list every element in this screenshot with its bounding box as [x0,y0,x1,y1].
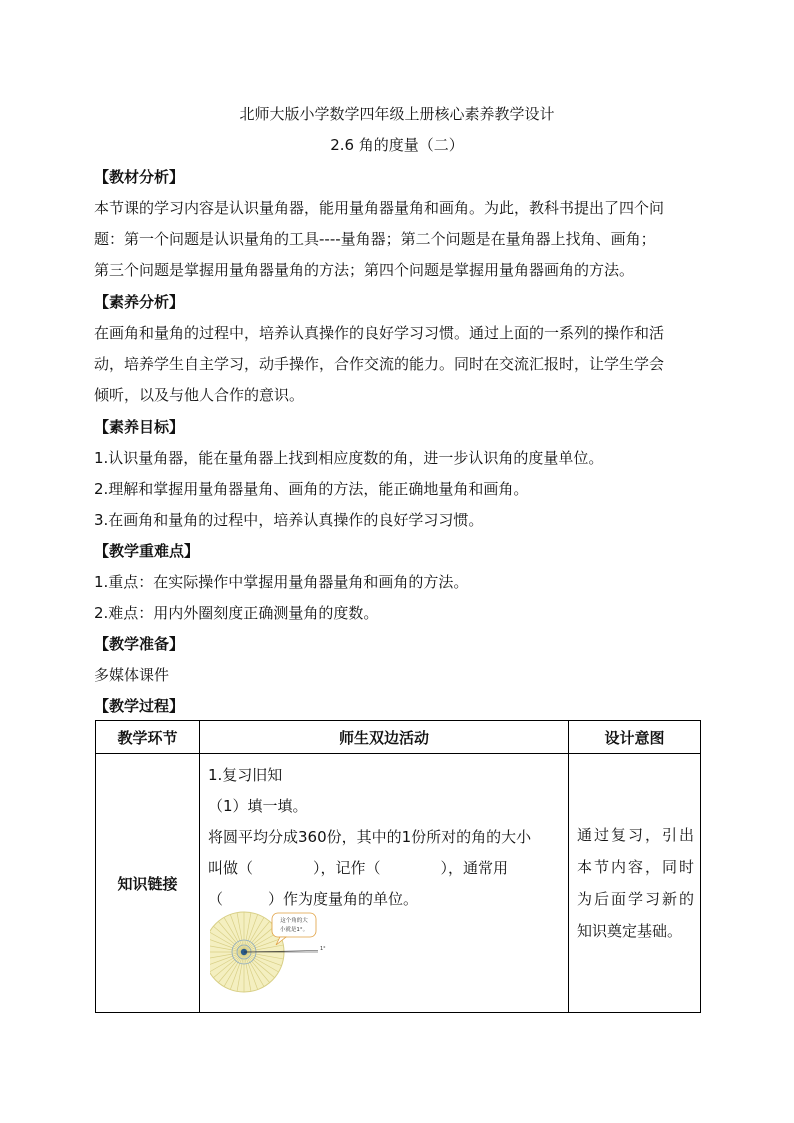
stage-cell: 知识链接 [96,754,200,1013]
lesson-subtitle: 2.6 角的度量（二） [330,136,464,154]
degree-label: 1° [320,946,326,952]
literacy-analysis-line-3: 倾听，以及与他人合作的意识。 [94,386,305,404]
protractor-illustration [210,907,330,997]
literacy-analysis-line-2: 动，培养学生自主学习，动手操作，合作交流的能力。同时在交流汇报时，让学生学会 [94,355,665,373]
bubble-text-1: 这个角的大 [280,918,308,924]
preparation-text: 多媒体课件 [94,666,170,684]
textbook-analysis-line-2: 题：第一个问题是认识量角的工具----量角器；第二个问题是在量角器上找角、画角； [94,230,656,248]
activity-cell [200,754,569,1013]
document-title: 北师大版小学数学四年级上册核心素养教学设计 [239,105,555,123]
heading-literacy-analysis: 【素养分析】 [94,293,185,311]
header-stage: 教学环节 [96,721,200,754]
goal-item-1: 1.认识量角器，能在量角器上找到相应度数的角，进一步认识角的度量单位。 [94,449,604,467]
activity-line-3: 将圆平均分成360份，其中的1份所对的角的大小 [208,828,532,846]
key-point-1: 1.重点：在实际操作中掌握用量角器量角和画角的方法。 [94,573,469,591]
bubble-text-2: 小就是1°。 [279,927,309,933]
activity-line-5: （ ）作为度量角的单位。 [208,890,419,908]
activity-line-4: 叫做（ ），记作（ ），通常用 [208,859,509,877]
goal-item-2: 2.理解和掌握用量角器量角、画角的方法，能正确地量角和画角。 [94,480,529,498]
heading-textbook-analysis: 【教材分析】 [94,168,185,186]
heading-process: 【教学过程】 [94,697,185,715]
key-point-2: 2.难点：用内外圈刻度正确测量角的度数。 [94,604,379,622]
textbook-analysis-line-1: 本节课的学习内容是认识量角器，能用量角器量角和画角。为此，教科书提出了四个问 [94,199,665,217]
goal-item-3: 3.在画角和量角的过程中，培养认真操作的良好学习习惯。 [94,511,484,529]
table-row [96,754,701,1013]
literacy-analysis-line-1: 在画角和量角的过程中，培养认真操作的良好学习习惯。通过上面的一系列的操作和活 [94,324,665,342]
header-activity: 师生双边活动 [200,721,569,754]
intent-cell: 通过复习，引出本节内容，同时为后面学习新的知识奠定基础。 [569,754,701,1013]
activity-line-review: 1.复习旧知 [208,766,283,784]
process-table [95,720,701,1013]
activity-line-fill: （1）填一填。 [208,797,308,815]
heading-key-points: 【教学重难点】 [94,542,200,560]
table-header-row [96,721,701,754]
header-intent: 设计意图 [569,721,701,754]
textbook-analysis-line-3: 第三个问题是掌握用量角器量角的方法；第四个问题是掌握用量角器画角的方法。 [94,261,635,279]
heading-literacy-goals: 【素养目标】 [94,418,185,436]
heading-preparation: 【教学准备】 [94,635,185,653]
